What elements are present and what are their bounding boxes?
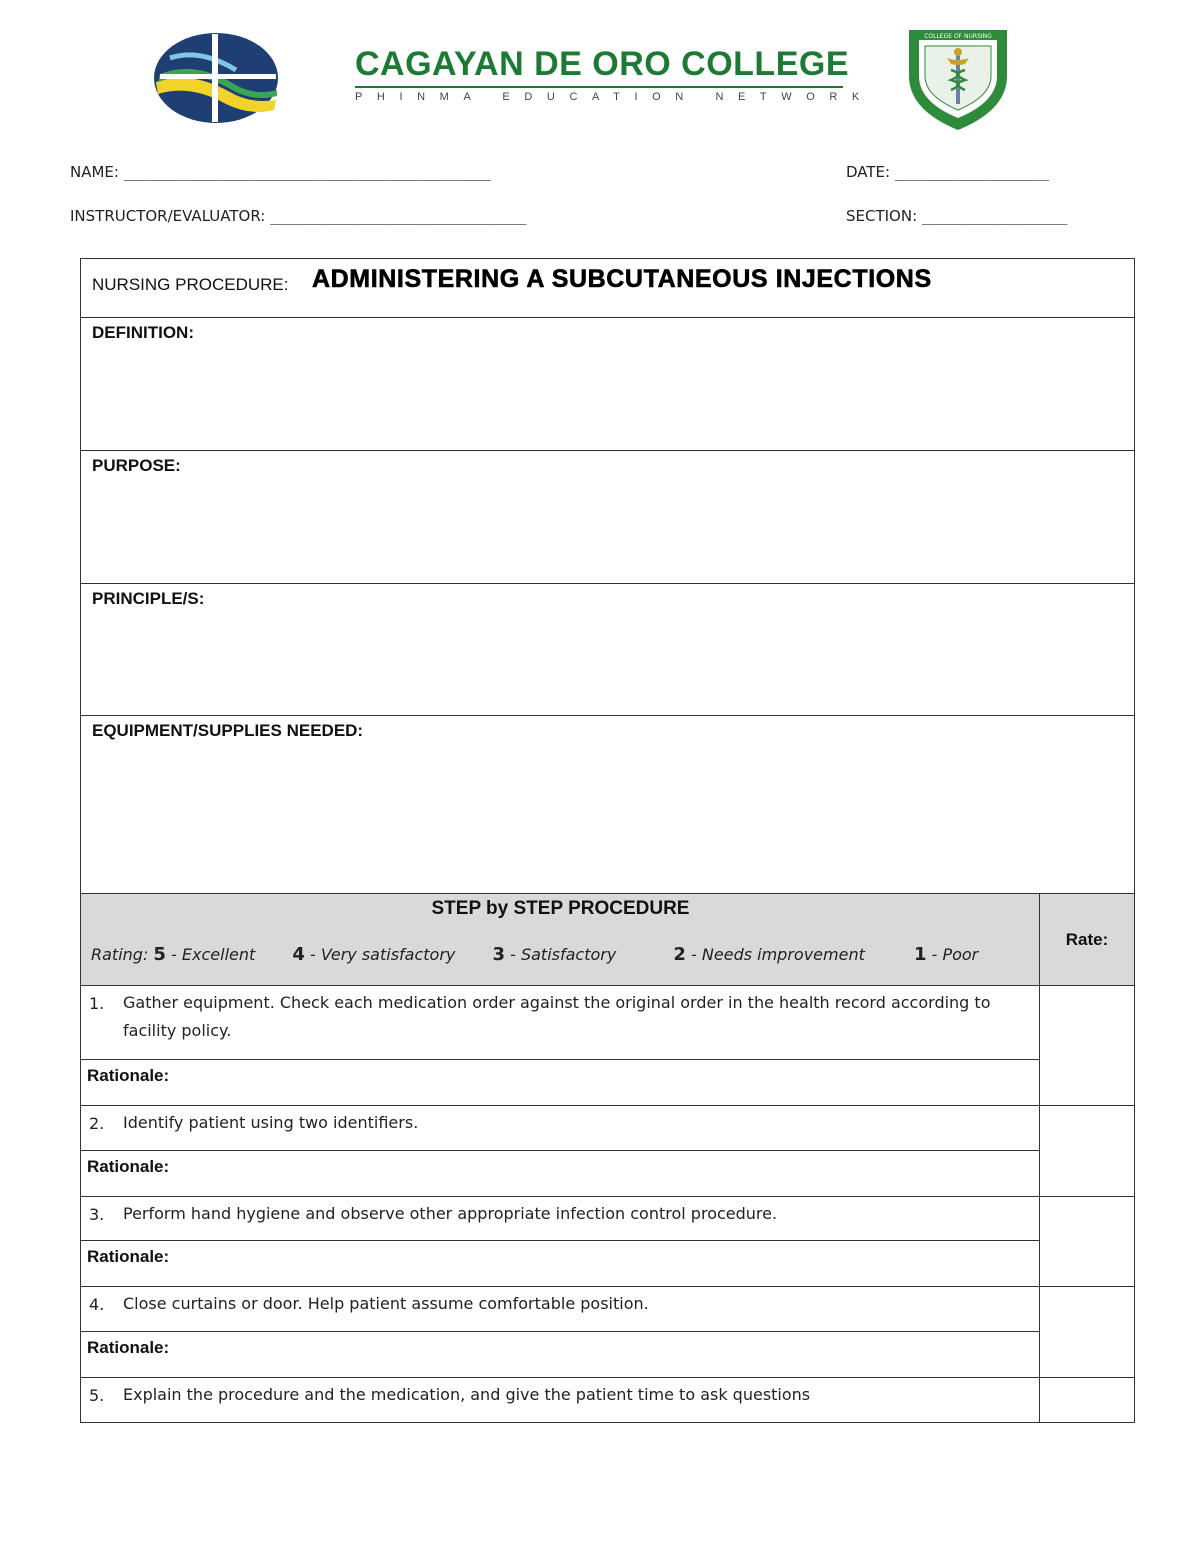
rating-1: 1 - Poor	[913, 944, 979, 965]
rationale-field[interactable]: Rationale:	[87, 1157, 170, 1176]
principles-section[interactable]	[81, 584, 1134, 716]
date-field[interactable]	[846, 163, 1048, 181]
step-5	[81, 1378, 1134, 1422]
equipment-label: EQUIPMENT/SUPPLIES NEEDED:	[92, 721, 364, 740]
section-field[interactable]	[846, 207, 1067, 225]
rating-3: 3 - Satisfactory	[492, 944, 617, 965]
rating-4: 4 - Very satisfactory	[292, 944, 456, 965]
definition-label: DEFINITION:	[92, 323, 194, 342]
rating-prefix: Rating: 5 - Excellent	[91, 944, 256, 965]
step-text: 5. Explain the procedure and the medication, and give the patient time to ask questions	[89, 1385, 811, 1405]
instructor-label: INSTRUCTOR/EVALUATOR:	[70, 207, 266, 225]
date-input-line[interactable]: __________________	[894, 163, 1049, 181]
name-field[interactable]	[70, 163, 491, 181]
rate-column-header: Rate:	[1065, 929, 1109, 949]
purpose-label: PURPOSE:	[92, 456, 181, 475]
rationale-field[interactable]: Rationale:	[87, 1338, 170, 1357]
rationale-field[interactable]: Rationale:	[87, 1247, 170, 1266]
divider	[355, 86, 843, 88]
rate-cell[interactable]	[1040, 1106, 1134, 1196]
step-text: 4. Close curtains or door. Help patient assume comfortable position.	[81, 1287, 1039, 1332]
seal-text: COLLEGE OF NURSING	[924, 33, 992, 40]
college-name: CAGAYAN DE ORO COLLEGE	[355, 45, 850, 83]
instructor-input-line[interactable]: ______________________________	[270, 207, 527, 225]
section-input-line[interactable]: _________________	[921, 207, 1067, 225]
procedure-form	[80, 258, 1135, 1423]
date-label: DATE:	[846, 163, 891, 181]
steps-header	[81, 894, 1134, 986]
step-text: 3. Perform hand hygiene and observe other appropriate infection control procedure.	[81, 1197, 1039, 1241]
procedure-title: ADMINISTERING A SUBCUTANEOUS INJECTIONS	[312, 265, 932, 293]
college-globe-logo	[150, 30, 280, 126]
name-label: NAME:	[70, 163, 119, 181]
rate-cell[interactable]	[1040, 1378, 1134, 1422]
network-tagline: PHINMA EDUCATION NETWORK	[355, 91, 874, 103]
college-wordmark	[355, 44, 874, 103]
purpose-section[interactable]	[81, 451, 1134, 584]
rationale-field[interactable]: Rationale:	[87, 1066, 170, 1085]
procedure-row	[81, 259, 1134, 318]
step-text: 1. Gather equipment. Check each medication order against the original order in the health record according to facility policy.	[81, 986, 1039, 1060]
instructor-field[interactable]	[70, 207, 526, 225]
principles-label: PRINCIPLE/S:	[92, 589, 205, 608]
procedure-label: NURSING PROCEDURE:	[92, 275, 289, 294]
rate-cell[interactable]	[1040, 986, 1134, 1105]
steps-title: STEP by STEP PROCEDURE	[431, 898, 690, 919]
step-2	[81, 1106, 1134, 1197]
rate-cell[interactable]	[1040, 1197, 1134, 1286]
rating-2: 2 - Needs improvement	[673, 944, 865, 965]
step-4	[81, 1287, 1134, 1378]
step-1	[81, 986, 1134, 1106]
section-label: SECTION:	[846, 207, 918, 225]
rating-scale	[91, 944, 978, 965]
document-header	[0, 26, 1200, 136]
rate-cell[interactable]	[1040, 1287, 1134, 1377]
nursing-seal-logo	[905, 26, 1011, 132]
name-input-line[interactable]: ___________________________________________	[123, 163, 491, 181]
steps-header-main	[81, 894, 1040, 985]
step-text: 2. Identify patient using two identifiers.	[81, 1106, 1039, 1151]
definition-section[interactable]	[81, 318, 1134, 451]
step-3	[81, 1197, 1134, 1287]
equipment-section[interactable]	[81, 716, 1134, 894]
